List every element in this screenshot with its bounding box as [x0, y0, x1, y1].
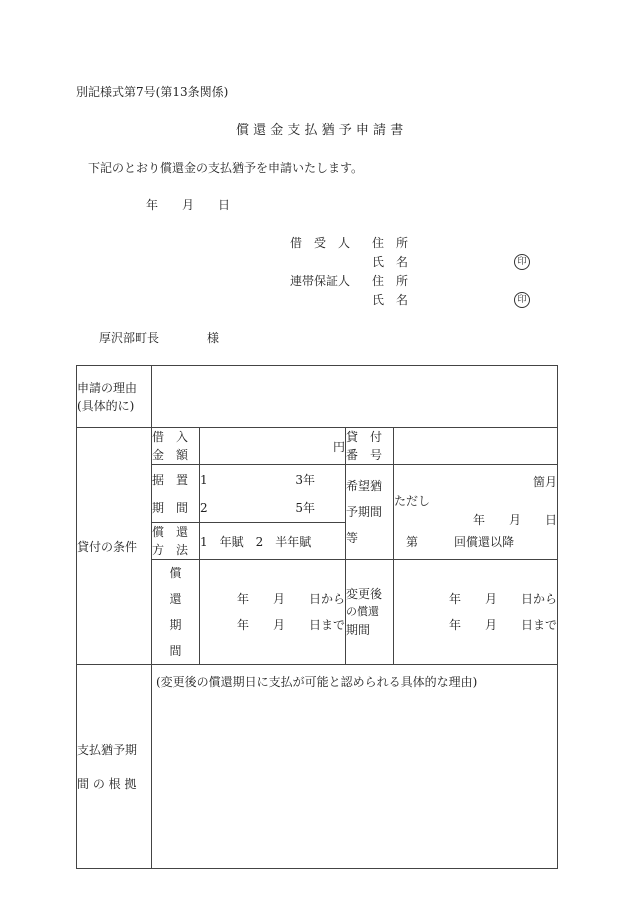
application-table	[76, 365, 558, 869]
loan-amount-field[interactable]	[200, 428, 346, 465]
basis-label: 支払猶予期 間 の 根 拠	[77, 665, 152, 869]
reason-field[interactable]	[152, 366, 558, 428]
borrower-name-label: 氏 名	[372, 255, 409, 269]
desired-period-field[interactable]: 箇月 ただし 年 月 日 第 回償還以降	[394, 465, 558, 560]
guarantor-seal-icon: 印	[514, 292, 530, 308]
guarantor-address-label: 住 所	[372, 274, 409, 288]
repayment-period-label: 償 還 期 間	[152, 560, 200, 665]
guarantor-label: 連帯保証人	[290, 274, 351, 288]
changed-period-label: 変更後 の償還 期間	[346, 560, 394, 665]
desired-period-label: 希望猶 予期間 等	[346, 465, 394, 560]
borrower-seal-icon: 印	[514, 254, 530, 270]
intro-text: 下記のとおり償還金の支払猶予を申請いたします。	[88, 161, 364, 175]
addressee-name: 厚沢部町長	[99, 331, 160, 345]
repayment-method-label: 償 還 方 法	[152, 523, 200, 560]
form-number: 別記様式第7号(第13条関係)	[76, 85, 229, 99]
yen-unit: 円	[332, 439, 345, 454]
deferment-period-label: 据 置 期 間	[152, 465, 200, 523]
guarantor-name-label: 氏 名	[372, 293, 409, 307]
borrower-address-label: 住 所	[372, 236, 409, 250]
loan-number-field[interactable]	[394, 428, 558, 465]
document-title: 償 還 金 支 払 猶 予 申 請 書	[236, 123, 404, 138]
date-line: 年 月 日	[146, 198, 231, 212]
borrower-label: 借 受 人	[290, 236, 351, 250]
repayment-period-field[interactable]: 年 月 日から 年 月 日まで	[200, 560, 346, 665]
basis-note: (変更後の償還期日に支払が可能と認められる具体的な理由)	[156, 675, 478, 689]
reason-label: 申請の理由 (具体的に)	[77, 366, 152, 428]
basis-field[interactable]	[152, 665, 558, 869]
loan-amount-label: 借 入 金 額	[152, 428, 200, 465]
deferment-options[interactable]: 1 3年 2 5年	[200, 465, 346, 523]
conditions-label: 貸付の条件	[77, 428, 152, 665]
repayment-method-options[interactable]: 1 年賦 2 半年賦	[200, 523, 346, 560]
loan-number-label: 貸 付 番 号	[346, 428, 394, 465]
changed-period-field[interactable]: 年 月 日から 年 月 日まで	[394, 560, 558, 665]
addressee-honorific: 様	[207, 331, 220, 345]
